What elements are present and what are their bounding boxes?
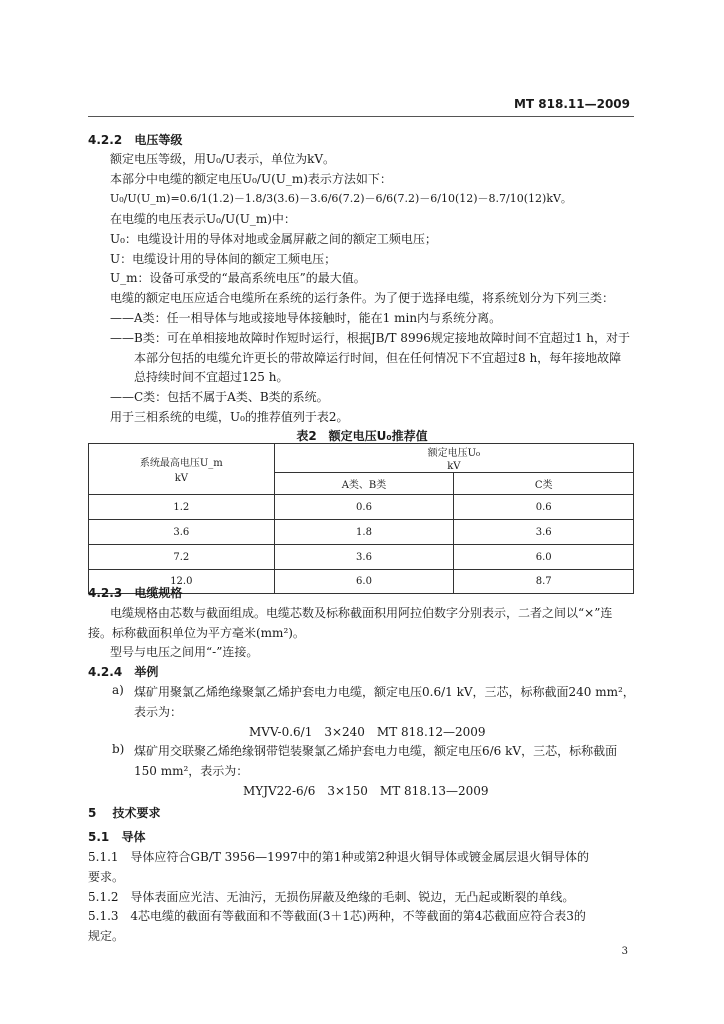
header-unit: kV (174, 473, 188, 484)
page-number: 3 (621, 946, 628, 957)
paragraph-line: 电缆的额定电压应适合电缆所在系统的运行条件。为了便于选择电缆，将系统划分为下列三类： (110, 291, 615, 305)
section-4-2-4-heading (88, 663, 158, 680)
example-b-designation: MYJV22-6/6 3×150 MT 818.13—2009 (243, 784, 489, 798)
table-cell: 7.2 (89, 545, 275, 570)
paragraph-line: 型号与电压之间用“-”连接。 (110, 645, 259, 659)
example-b-text-cont: 150 mm²，表示为： (134, 764, 249, 778)
section-5-1-heading (88, 828, 145, 845)
table-row (89, 520, 634, 545)
definition-u: U：电缆设计用的导体间的额定工频电压； (110, 252, 337, 266)
table-2-caption: 表2 额定电压U₀推荐值 (296, 429, 428, 443)
table-cell: 1.8 (274, 520, 454, 545)
section-title: 导体 (121, 830, 146, 844)
clause-number: 5.1.1 (88, 850, 119, 864)
clause-5-1-1 (88, 848, 589, 865)
table-cell: 6.0 (454, 545, 634, 570)
table-header-u0 (274, 444, 633, 473)
clause-number: 5.1.2 (88, 890, 119, 904)
header-text: 额定电压U₀ (427, 448, 481, 459)
table-subheader-ab: A类、B类 (274, 473, 454, 495)
header-text: 系统最高电压U_m (139, 458, 223, 469)
table-row (89, 545, 634, 570)
table-cell: 3.6 (274, 545, 454, 570)
table-cell: 3.6 (89, 520, 275, 545)
table-header-um (89, 444, 275, 495)
paragraph-line: 用于三相系统的电缆，U₀的推荐值列于表2。 (110, 410, 349, 424)
table-cell: 0.6 (274, 495, 454, 520)
class-b-item-cont: 总持续时间不宜超过125 h。 (134, 370, 289, 384)
section-title: 举例 (134, 665, 159, 679)
header-rule (88, 116, 634, 117)
clause-number: 5.1.3 (88, 909, 119, 923)
table-2 (88, 443, 634, 594)
table-cell: 3.6 (454, 520, 634, 545)
paragraph-line: 额定电压等级，用U₀/U表示，单位为kV。 (110, 152, 336, 166)
table-row (89, 495, 634, 520)
table-cell: 6.0 (274, 570, 454, 594)
table-cell: 0.6 (454, 495, 634, 520)
paragraph-line: 本部分中电缆的额定电压U₀/U(U_m)表示方法如下： (110, 172, 392, 186)
example-b-label: b) (112, 742, 125, 756)
paragraph-line: 电缆规格由芯数与截面组成。电缆芯数及标称截面积用阿拉伯数字分别表示，二者之间以“×”连 (110, 606, 613, 620)
paragraph-line: 接。标称截面积单位为平方毫米(mm²)。 (88, 626, 305, 640)
clause-5-1-3 (88, 907, 586, 924)
class-a-item: ——A类：任一相导体与地或接地导体接触时，能在1 min内与系统分离。 (110, 311, 502, 325)
table-cell: 12.0 (89, 570, 275, 594)
example-a-text: 煤矿用聚氯乙烯绝缘聚氯乙烯护套电力电缆，额定电压0.6/1 kV，三芯，标称截面240 mm²， (134, 685, 635, 699)
standard-number: MT 818.11—2009 (513, 97, 630, 111)
paragraph-line: 在电缆的电压表示U₀/U(U_m)中： (110, 212, 296, 226)
definition-u0: U₀：电缆设计用的导体对地或金属屏蔽之间的额定工频电压； (110, 232, 437, 246)
clause-text: 导体表面应光洁、无油污，无损伤屏蔽及绝缘的毛刺、锐边，无凸起或断裂的单线。 (130, 890, 575, 904)
section-title: 技术要求 (112, 806, 161, 820)
example-a-designation: MVV-0.6/1 3×240 MT 818.12—2009 (249, 725, 486, 739)
class-c-item: ——C类：包括不属于A类、B类的系统。 (110, 390, 329, 404)
table-subheader-c: C类 (454, 473, 634, 495)
clause-text: 4芯电缆的截面有等截面和不等截面(3＋1芯)两种，不等截面的第4芯截面应符合表3的 (130, 909, 586, 923)
section-number: 4.2.2 (88, 133, 123, 147)
section-number: 5 (88, 806, 97, 820)
example-a-text-cont: 表示为： (134, 705, 183, 719)
example-b-text: 煤矿用交联聚乙烯绝缘钢带铠装聚氯乙烯护套电力电缆，额定电压6/6 kV，三芯，标称截面 (134, 744, 618, 758)
table-cell: 8.7 (454, 570, 634, 594)
definition-um: U_m：设备可承受的“最高系统电压”的最大值。 (110, 271, 366, 285)
section-title: 电压等级 (134, 133, 183, 147)
clause-text: 导体应符合GB/T 3956—1997中的第1种或第2种退火铜导体或镀金属层退火铜导体的 (130, 850, 589, 864)
class-b-item-cont: 本部分包括的电缆允许更长的带故障运行时间，但在任何情况下不宜超过8 h，每年接地故障 (134, 351, 622, 365)
table-cell: 1.2 (89, 495, 275, 520)
section-number: 5.1 (88, 830, 110, 844)
section-title: 电缆规格 (134, 586, 183, 600)
clause-text-cont: 要求。 (88, 870, 125, 884)
example-a-label: a) (112, 683, 124, 697)
clause-text-cont: 规定。 (88, 929, 125, 943)
header-unit: kV (447, 461, 461, 472)
section-5-heading (88, 804, 161, 821)
clause-5-1-2 (88, 888, 574, 905)
section-4-2-3-heading (88, 584, 182, 601)
class-b-item: ——B类：可在单相接地故障时作短时运行，根据JB/T 8996规定接地故障时间不宜超过1 h，对于 (110, 331, 631, 345)
section-4-2-2-heading (88, 131, 182, 148)
voltage-formula: U₀/U(U_m)=0.6/1(1.2)－1.8/3(3.6)－3.6/6(7.2)－6/6(7.2)－6/10(12)－8.7/10(12)kV。 (110, 192, 572, 205)
section-number: 4.2.4 (88, 665, 123, 679)
section-number: 4.2.3 (88, 586, 123, 600)
